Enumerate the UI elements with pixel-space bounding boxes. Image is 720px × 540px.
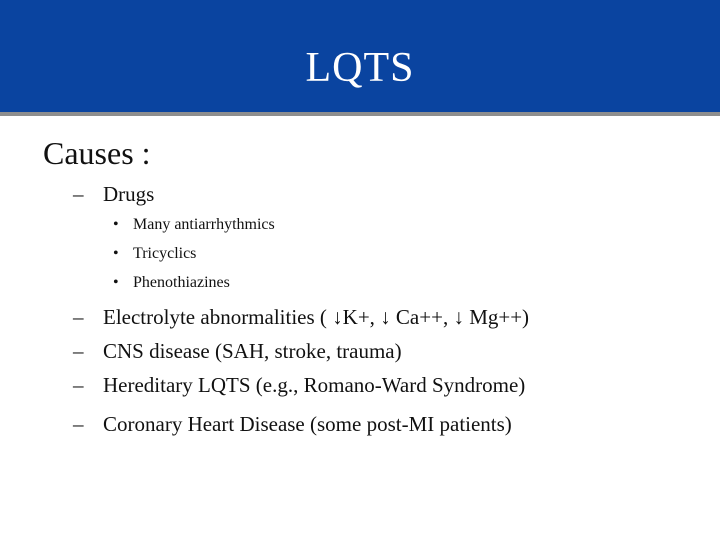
dash-bullet: –: [73, 305, 84, 329]
list-item-electrolyte: [73, 304, 529, 330]
bullet-dot: •: [113, 245, 119, 262]
list-item-label: CNS disease (SAH, stroke, trauma): [103, 339, 402, 363]
title-divider: [0, 112, 720, 116]
list-item-label: Coronary Heart Disease (some post-MI patients): [103, 412, 512, 436]
list-item-label: Drugs: [103, 182, 155, 206]
sub-item-antiarrhythmics: [113, 215, 275, 235]
sub-item-tricyclics: [113, 244, 196, 264]
sub-item-phenothiazines: [113, 273, 230, 293]
dash-bullet: –: [73, 182, 84, 206]
list-item-label: Electrolyte abnormalities ( ↓K+, ↓ Ca++, ↓ Mg++): [103, 305, 530, 329]
list-item-coronary: [73, 411, 512, 437]
dash-bullet: –: [73, 339, 84, 363]
list-item-hereditary: [73, 372, 525, 398]
sub-item-label: Phenothiazines: [133, 274, 230, 291]
bullet-dot: •: [113, 274, 119, 291]
bullet-dot: •: [113, 216, 119, 233]
dash-bullet: –: [73, 412, 84, 436]
sub-item-label: Many antiarrhythmics: [133, 216, 275, 233]
list-item-drugs: [73, 181, 154, 207]
dash-bullet: –: [73, 373, 84, 397]
list-item-label: Hereditary LQTS (e.g., Romano-Ward Syndrome): [103, 373, 526, 397]
list-item-cns: [73, 338, 402, 364]
slide-title: LQTS: [305, 45, 415, 91]
section-heading: Causes :: [43, 135, 151, 171]
sub-item-label: Tricyclics: [133, 245, 197, 262]
